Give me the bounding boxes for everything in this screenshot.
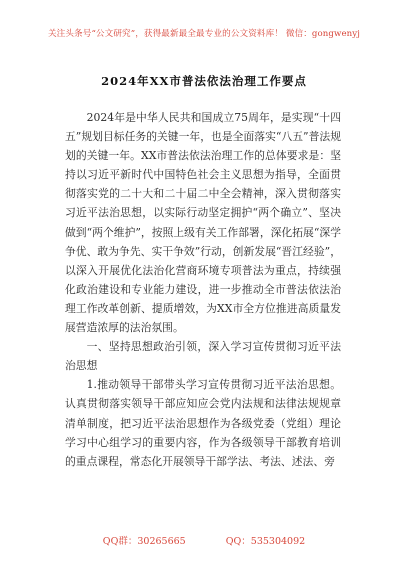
header-banner: 关注头条号“公文研究”，获得最新最全最专业的公文资料库！ 微信：gongwenyj (47, 29, 361, 39)
item-paragraph-1: 1.推动领导干部带头学习宣传贯彻习近平法治思想。认真贯彻落实领导干部应知应会党内法规和法律法规规章清单制度，把习近平法治思想作为各级党委（党组）理论学习中心组学习的重要内容，作为各级领导干部教育培训的重点课程，常态化开展领导干部学法、考法、述法、旁 (65, 378, 341, 468)
document-title: 2024年XX市普法依法治理工作要点 (101, 74, 307, 88)
footer-qq-number: QQ：535304092 (225, 536, 306, 547)
document-body (65, 108, 341, 471)
footer-contact (0, 533, 408, 547)
footer-qq-group: QQ群：30265665 (102, 536, 186, 547)
section-heading-1: 一、坚持思想政治引领，深入学习宣传贯彻习近平法治思想 (65, 340, 341, 373)
intro-paragraph: 2024年是中华人民共和国成立75周年，是实现“十四五”规划目标任务的关键一年，也是全面落实“八五”普法规划的关键一年。XX市普法依法治理工作的总体要求是：坚持以习近平新时代中国特色社会主义思想为指导，全面贯彻落实党的二十大和二十届二中全会精神，深入贯彻落实习近平法治思想，以实际行动坚定拥护“两个确立”、坚决做到“两个维护”，按照上级有关工作部署，深化拓展“深学争优、敢为争先、实干争效”行动，创新发展“晋江经验”，以深入开展优化法治化营商环境专项普法为重点，持续强化政治建设和专业能力建设，进一步推动全市普法依法治理工作改革创新、提质增效，为XX市全方位推进高质量发展营造浓厚的法治氛围。 (65, 111, 341, 335)
